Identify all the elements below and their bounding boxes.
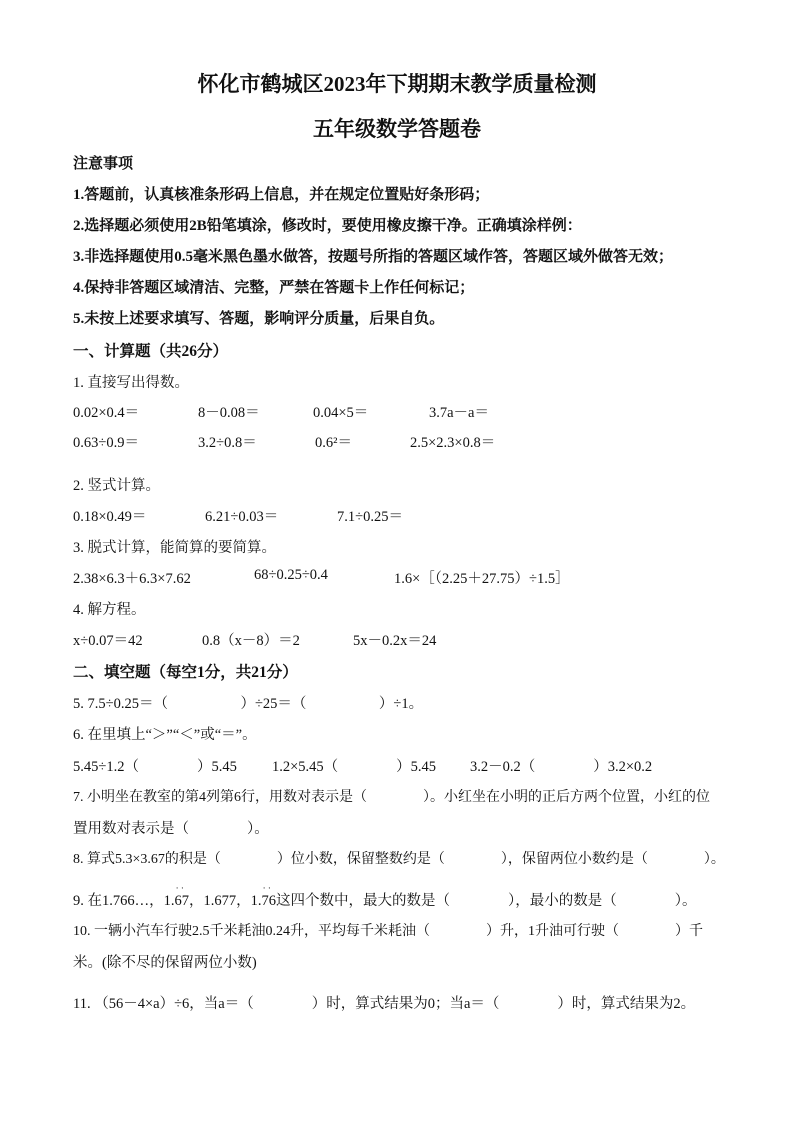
q6-item-2: 1.2×5.45（ ）5.45 (272, 759, 437, 775)
q1-item-6: 3.2÷0.8＝ (198, 435, 257, 451)
q3-item-2: 68÷0.25÷0.4 (254, 567, 328, 583)
note-item-2: 2.选择题必须使用2B铅笔填涂，修改时，要使用橡皮擦干净。正确填涂样例： (73, 218, 582, 234)
q2-item-2: 6.21÷0.03＝ (205, 509, 279, 525)
note-item-4: 4.保持非答题区域清洁、完整，严禁在答题卡上作任何标记； (73, 280, 475, 296)
q1-item-8: 2.5×2.3×0.8＝ (410, 435, 496, 451)
q9-part-3: 这四个数中，最大的数是（ ），最小的数是（ ）。 (276, 893, 697, 909)
note-item-1: 1.答题前，认真核准条形码上信息，并在规定位置贴好条形码； (73, 187, 490, 203)
q4-label: 4. 解方程。 (73, 602, 146, 618)
q1-item-1: 0.02×0.4＝ (73, 405, 140, 421)
q1-label: 1. 直接写出得数。 (73, 375, 189, 391)
q3-item-1: 2.38×6.3＋6.3×7.62 (73, 571, 191, 587)
q4-item-3: 5x－0.2x＝24 (353, 633, 437, 649)
q9-repeating-number-1 (163, 883, 189, 910)
q3-label: 3. 脱式计算，能简算的要简算。 (73, 540, 276, 556)
q4-item-1: x÷0.07＝42 (73, 633, 143, 649)
q8-text: 8. 算式5.3×3.67的积是（ ）位小数，保留整数约是（ ），保留两位小数约是（ ）。 (73, 852, 725, 867)
q9-number-2: 1.76 (250, 893, 276, 909)
exam-title: 怀化市鹤城区2023年下期期末教学质量检测 (197, 72, 597, 96)
q6-item-3: 3.2－0.2（ ）3.2×0.2 (470, 759, 653, 775)
q9-repeat-dots-1: · · (175, 883, 184, 893)
section1-heading: 一、计算题（共26分） (73, 343, 229, 360)
q9-text (73, 883, 697, 910)
q1-item-3: 0.04×5＝ (313, 405, 369, 421)
note-item-5: 5.未按上述要求填写、答题，影响评分质量，后果自负。 (73, 311, 445, 327)
q7-line-1: 7. 小明坐在教室的第4列第6行，用数对表示是（ ）。小红坐在小明的正后方两个位置，小红的位 (73, 790, 710, 805)
q9-part-2: ，1.677， (189, 893, 251, 909)
q9-repeating-number-2 (250, 883, 276, 910)
exam-subtitle: 五年级数学答题卷 (313, 117, 481, 141)
q10-line-1: 10. 一辆小汽车行驶2.5千米耗油0.24升，平均每千米耗油（ ）升，1升油可行驶（ ）千 (73, 924, 703, 939)
q9-repeat-dots-2: · · (262, 883, 271, 893)
q11-text: 11. （56－4×a）÷6，当a＝（ ）时，算式结果为0；当a＝（ ）时，算式结果为2。 (73, 996, 696, 1012)
q9-part-1: 9. 在1.766…， (73, 893, 164, 909)
notes-heading: 注意事项 (73, 156, 134, 172)
q2-item-1: 0.18×0.49＝ (73, 509, 147, 525)
q6-label: 6. 在里填上“＞”“＜”或“＝”。 (73, 727, 257, 743)
q10-line-2: 米。(除不尽的保留两位小数) (73, 955, 257, 971)
q5-text: 5. 7.5÷0.25＝（ ）÷25＝（ ）÷1。 (73, 696, 424, 712)
q1-item-4: 3.7a－a＝ (429, 405, 489, 421)
section2-heading: 二、填空题（每空1分，共21分） (73, 664, 298, 681)
q2-item-3: 7.1÷0.25＝ (337, 509, 403, 525)
q1-item-7: 0.6²＝ (315, 435, 352, 451)
q1-item-5: 0.63÷0.9＝ (73, 435, 139, 451)
note-item-3: 3.非选择题使用0.5毫米黑色墨水做答，按题号所指的答题区域作答，答题区域外做答无效； (73, 249, 674, 265)
q1-item-2: 8－0.08＝ (198, 405, 260, 421)
q7-line-2: 置用数对表示是（ ）。 (73, 821, 269, 837)
q2-label: 2. 竖式计算。 (73, 478, 160, 494)
q3-item-3: 1.6×［（2.25＋27.75）÷1.5］ (394, 571, 570, 587)
q6-item-1: 5.45÷1.2（ ）5.45 (73, 759, 237, 775)
q4-item-2: 0.8（x－8）＝2 (202, 633, 300, 649)
q9-number-1: 1.67 (163, 893, 189, 909)
